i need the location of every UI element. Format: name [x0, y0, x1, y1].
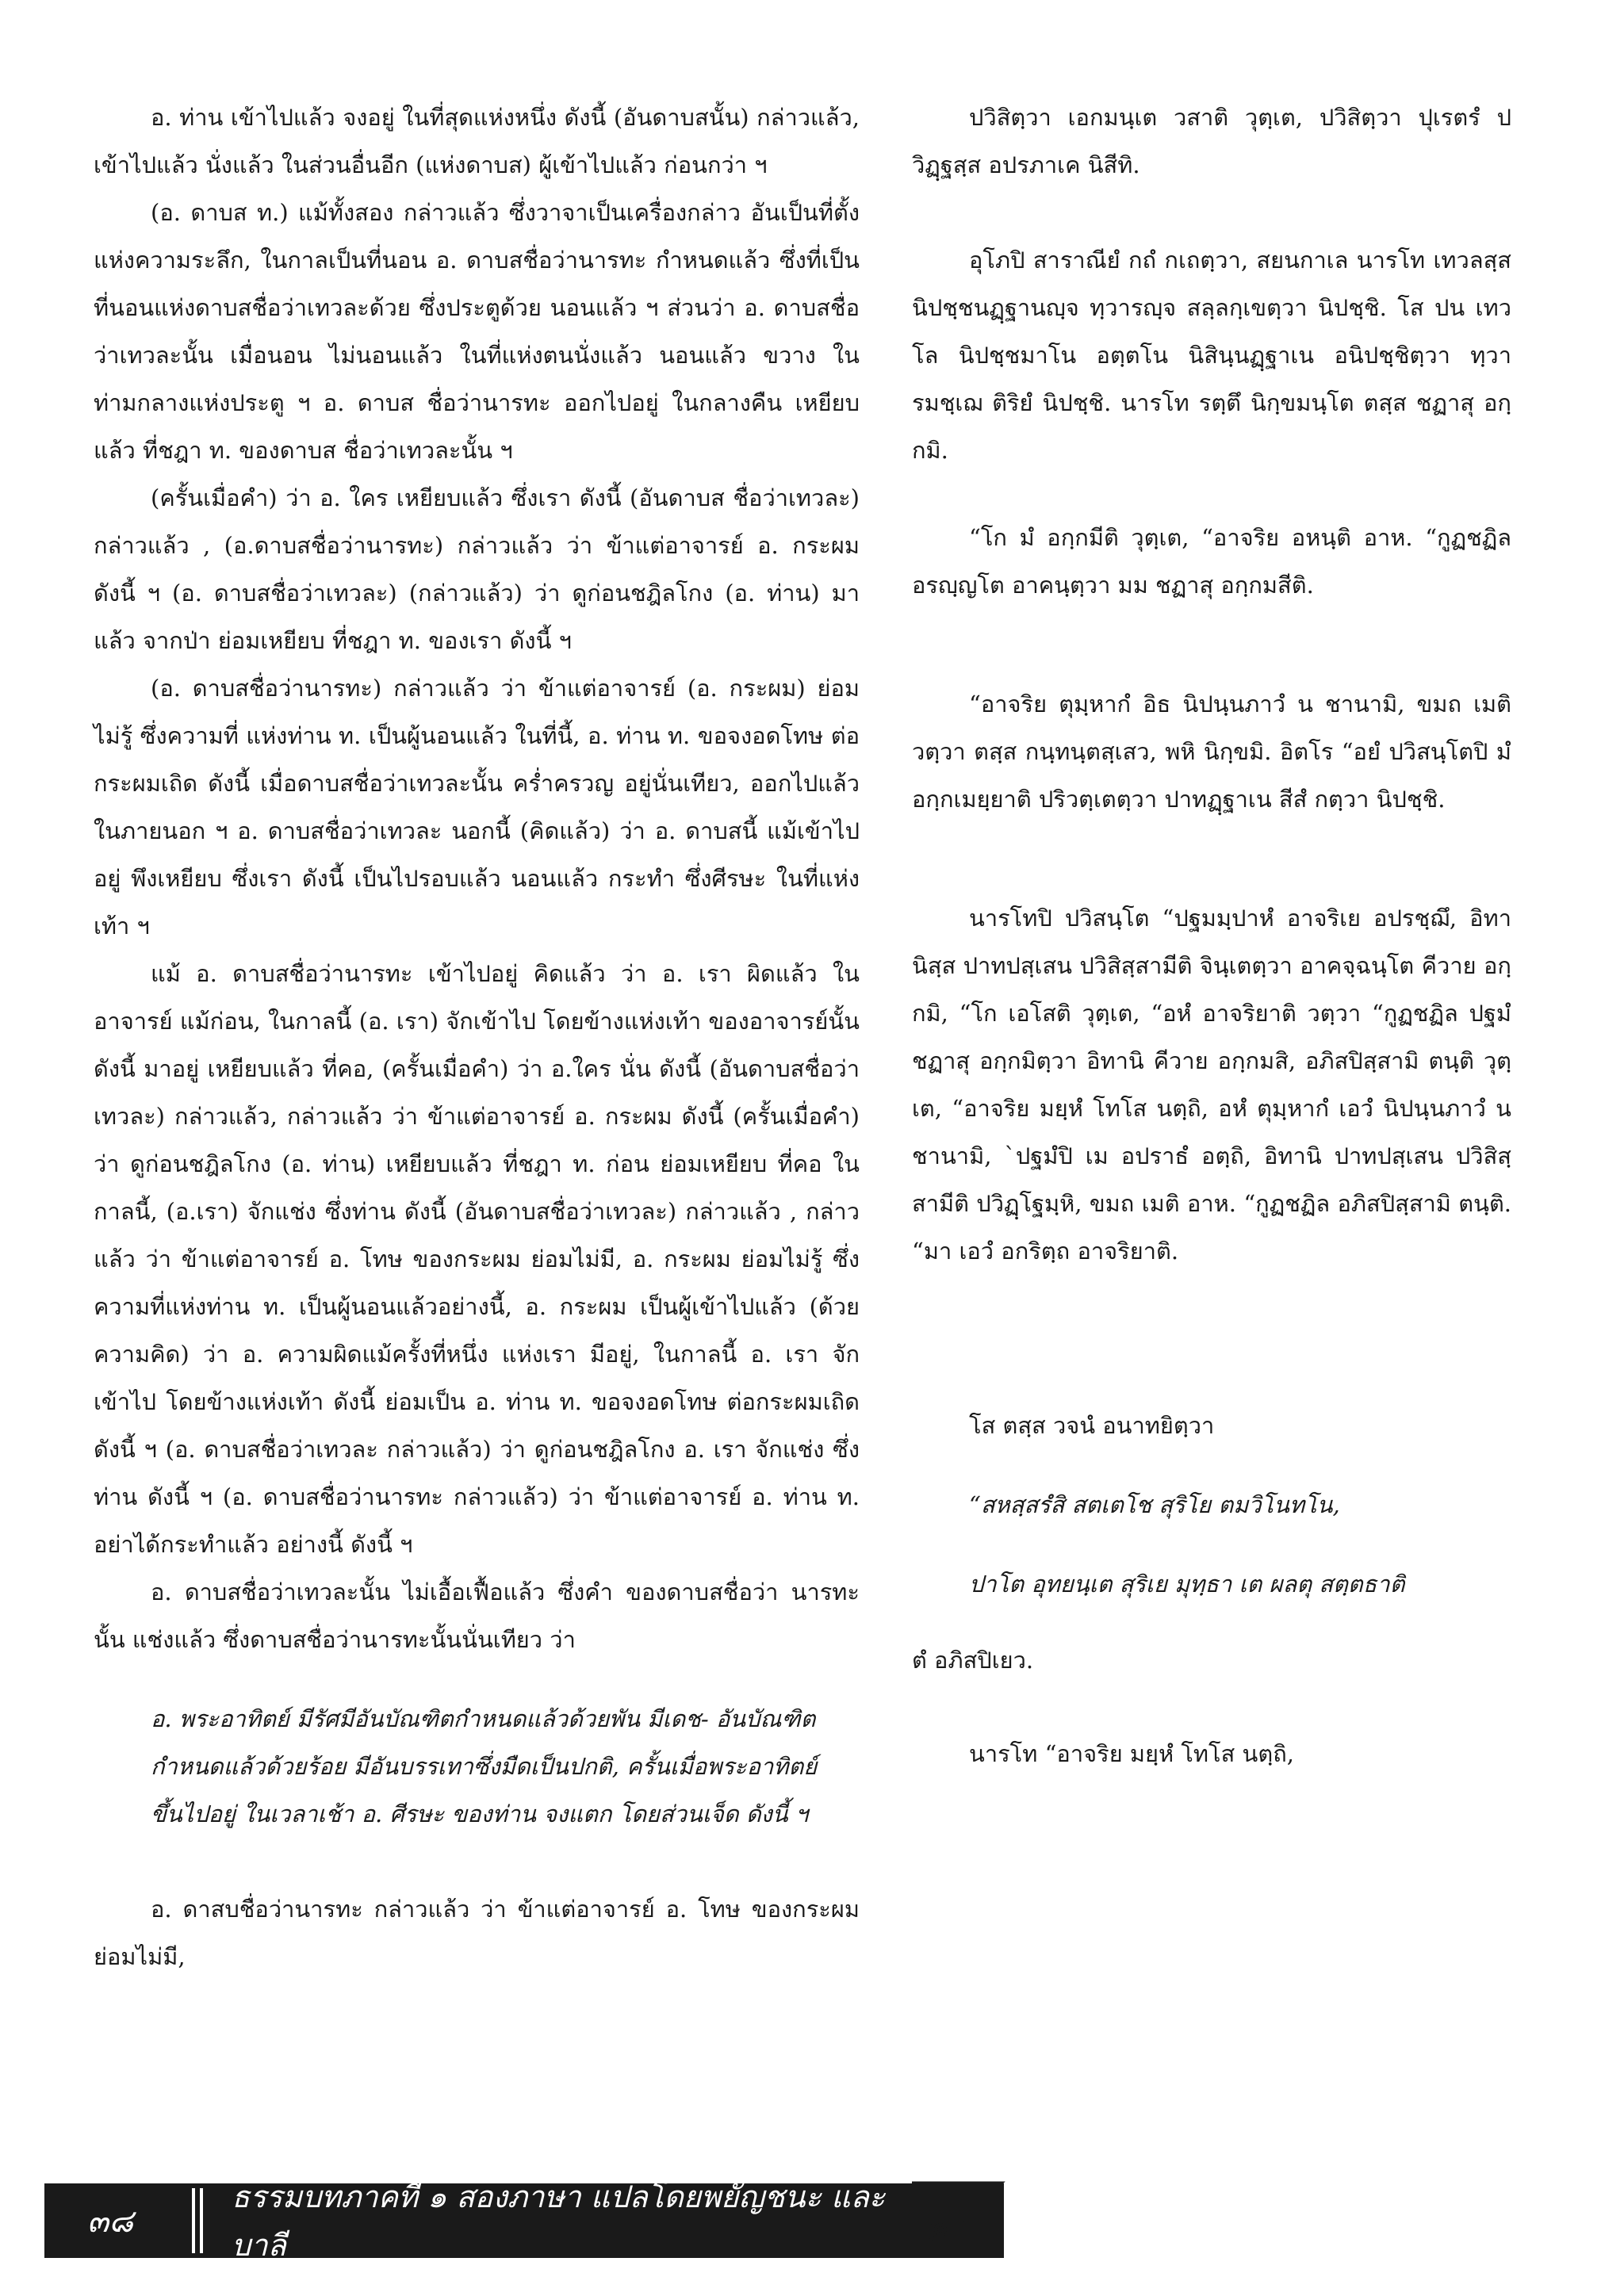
pali-paragraph: นารโทปิ ปวิสนฺโต “ปฐมมฺปาหํ อาจริเย อปรชฺฌึ, อิทานิสฺส ปาทปสฺเสน ปวิสิสฺสามีติ จินฺเตตฺวา อาคจฺฉนฺโต คีวาย อกฺกมิ, “โก เอโสติ วุตฺเต, “อหํ อาจริยาติ วตฺวา “กูฏชฏิล ปฐมํ ชฏาสุ อกฺกมิตฺวา อิทานิ คีวาย อกฺกมสิ, อภิสปิสฺสามิ ตนฺติ วุตฺเต, “อาจริย มยฺหํ โทโส นตฺถิ, อหํ ตุมฺหากํ เอวํ นิปนฺนภาวํ น ชานามิ, `ปฐมํปิ เม อปราธํ อตฺถิ, อิทานิ ปาทปสฺเสน ปวิสิสฺสามีติ ปวิฏฺโฐมฺหิ, ขมถ เมติ อาห. “กูฏชฏิล อภิสปิสฺสามิ ตนฺติ. “มา เอวํ อกริตฺถ อาจริยาติ. — [912, 905, 1511, 1265]
pali-paragraph: “โก มํ อกฺกมีติ วุตฺเต, “อาจริย อหนฺติ อาห. “กูฏชฏิล อรญฺญโต อาคนฺตฺวา มม ชฏาสุ อกฺกมสีติ. — [912, 524, 1511, 599]
thai-flourish-ornament-icon — [912, 2172, 1023, 2267]
pali-paragraph-last: นารโท “อาจริย มยฺหํ โทโส นตฺถิ, — [969, 1740, 1294, 1767]
thai-paragraph: (ครั้นเมื่อคำ) ว่า อ. ใคร เหยียบแล้ว ซึ่งเรา ดังนี้ (อันดาบส ชื่อว่าเทวละ) กล่าวแล้ว , (อ.ดาบสชื่อว่านารทะ) กล่าวแล้ว ว่า ข้าแต่อาจารย์ อ. กระผม ดังนี้ ฯ (อ. ดาบสชื่อว่าเทวละ) (กล่าวแล้ว) ว่า ดูก่อนชฎิลโกง (อ. ท่าน) มาแล้ว จากป่า ย่อมเหยียบ ที่ชฎา ท. ของเรา ดังนี้ ฯ — [94, 484, 860, 654]
pali-verse-line: ปาโต อุทยนฺเต สุริเย มุทฺธา เต ผลตุ สตฺตธาติ — [969, 1571, 1405, 1598]
thai-verse-translation: อ. พระอาทิตย์ มีรัศมีอันบัณฑิตกำหนดแล้วด้วยพัน มีเดช- อันบัณฑิตกำหนดแล้วด้วยร้อย มีอันบรรเทาซึ่งมืดเป็นปกติ, ครั้นเมื่อพระอาทิตย์ ขึ้นไปอยู่ ในเวลาเช้า อ. ศีรษะ ของท่าน จงแตก โดยส่วนเจ็ด ดังนี้ ฯ — [151, 1705, 818, 1827]
thai-paragraph-last: อ. ดาสบชื่อว่านารทะ กล่าวแล้ว ว่า ข้าแต่อาจารย์ อ. โทษ ของกระผม ย่อมไม่มี, — [94, 1896, 860, 1970]
pali-paragraph: โส ตสฺส วจนํ อนาทยิตฺวา — [969, 1412, 1215, 1439]
pali-paragraph: อุโภปิ สาราณียํ กถํ กเถตฺวา, สยนกาเล นารโท เทวลสฺส นิปชฺชนฏฺฐานญฺจ ทฺวารญฺจ สลฺลกฺเขตฺวา นิปชฺชิ. โส ปน เทวโล นิปชฺชมาโน อตฺตโน นิสินฺนฏฺฐาเน อนิปชฺชิตฺวา ทฺวารมชฺเฌ ติริยํ นิปชฺชิ. นารโท รตฺตึ นิกฺขมนฺโต ตสฺส ชฏาสุ อกฺกมิ. — [912, 247, 1511, 464]
page-number: ๓๘ — [86, 2203, 134, 2240]
thai-paragraph: อ. ท่าน เข้าไปแล้ว จงอยู่ ในที่สุดแห่งหนึ่ง ดังนี้ (อันดาบสนั้น) กล่าวแล้ว, เข้าไปแล้ว นั่งแล้ว ในส่วนอื่นอีก (แห่งดาบส) ผู้เข้าไปแล้ว ก่อนกว่า ฯ — [94, 104, 860, 178]
footer-divider — [187, 2183, 211, 2258]
left-column-thai-translation — [94, 94, 860, 1980]
footer-book-title: ธรรมบทภาคที่ ๑ สองภาษา แปลโดยพยัญชนะ และ บาลี — [232, 2179, 886, 2263]
pali-after-verse: ตํ อภิสปิเยว. — [912, 1647, 1034, 1674]
thai-paragraph: อ. ดาบสชื่อว่าเทวละนั้น ไม่เอื้อเฟื้อแล้ว ซึ่งคำ ของดาบสชื่อว่า นารทะนั้น แช่งแล้ว ซึ่งดาบสชื่อว่านารทะนั้นนั่นเทียว ว่า — [94, 1578, 860, 1653]
thai-paragraph: (อ. ดาบสชื่อว่านารทะ) กล่าวแล้ว ว่า ข้าแต่อาจารย์ (อ. กระผม) ย่อมไม่รู้ ซึ่งความที่ แห่งท่าน ท. เป็นผู้นอนแล้ว ในที่นี้, อ. ท่าน ท. ขอจงอดโทษ ต่อกระผมเถิด ดังนี้ เมื่อดาบสชื่อว่าเทวละนั้น คร่ำครวญ อยู่นั่นเทียว, ออกไปแล้ว ในภายนอก ฯ อ. ดาบสชื่อว่าเทวละ นอกนี้ (คิดแล้ว) ว่า อ. ดาบสนี้ แม้เข้าไปอยู่ พึงเหยียบ ซึ่งเรา ดังนี้ เป็นไปรอบแล้ว นอนแล้ว กระทำ ซึ่งศีรษะ ในที่แห่งเท้า ฯ — [94, 675, 860, 939]
page-footer — [44, 2179, 1004, 2263]
right-column-pali-text — [912, 94, 1511, 1777]
pali-paragraph: ปวิสิตฺวา เอกมนฺเต วสาติ วุตฺเต, ปวิสิตฺวา ปุเรตรํ ปวิฏฺฐสฺส อปรภาเค นิสีทิ. — [912, 104, 1511, 178]
thai-paragraph: (อ. ดาบส ท.) แม้ทั้งสอง กล่าวแล้ว ซึ่งวาจาเป็นเครื่องกล่าว อันเป็นที่ตั้งแห่งความระลึก, ในกาลเป็นที่นอน อ. ดาบสชื่อว่านารทะ กำหนดแล้ว ซึ่งที่เป็นที่นอนแห่งดาบสชื่อว่าเทวละด้วย ซึ่งประตูด้วย นอนแล้ว ฯ ส่วนว่า อ. ดาบสชื่อว่าเทวละนั้น เมื่อนอน ไม่นอนแล้ว ในที่แห่งตนนั่งแล้ว นอนแล้ว ขวาง ในท่ามกลางแห่งประตู ฯ อ. ดาบส ชื่อว่านารทะ ออกไปอยู่ ในกลางคืน เหยียบแล้ว ที่ชฎา ท. ของดาบส ชื่อว่าเทวละนั้น ฯ — [94, 199, 860, 464]
thai-paragraph: แม้ อ. ดาบสชื่อว่านารทะ เข้าไปอยู่ คิดแล้ว ว่า อ. เรา ผิดแล้ว ในอาจารย์ แม้ก่อน, ในกาลนี้ (อ. เรา) จักเข้าไป โดยข้างแห่งเท้า ของอาจารย์นั้น ดังนี้ มาอยู่ เหยียบแล้ว ที่คอ, (ครั้นเมื่อคำ) ว่า อ.ใคร นั่น ดังนี้ (อันดาบสชื่อว่าเทวละ) กล่าวแล้ว, กล่าวแล้ว ว่า ข้าแต่อาจารย์ อ. กระผม ดังนี้ (ครั้นเมื่อคำ) ว่า ดูก่อนชฎิลโกง (อ. ท่าน) เหยียบแล้ว ที่ชฎา ท. ก่อน ย่อมเหยียบ ที่คอ ในกาลนี้, (อ.เรา) จักแช่ง ซึ่งท่าน ดังนี้ (อันดาบสชื่อว่าเทวละ) กล่าวแล้ว , กล่าวแล้ว ว่า ข้าแต่อาจารย์ อ. โทษ ของกระผม ย่อมไม่มี, อ. กระผม ย่อมไม่รู้ ซึ่งความที่แห่งท่าน ท. เป็นผู้นอนแล้วอย่างนี้, อ. กระผม เป็นผู้เข้าไปแล้ว (ด้วยความคิด) ว่า อ. ความผิดแม้ครั้งที่หนึ่ง แห่งเรา มีอยู่, ในกาลนี้ อ. เรา จักเข้าไป โดยข้างแห่งเท้า ดังนี้ ย่อมเป็น อ. ท่าน ท. ขอจงอดโทษ ต่อกระผมเถิด ดังนี้ ฯ (อ. ดาบสชื่อว่าเทวละ กล่าวแล้ว) ว่า ดูก่อนชฎิลโกง อ. เรา จักแช่ง ซึ่งท่าน ดังนี้ ฯ (อ. ดาบสชื่อว่านารทะ กล่าวแล้ว) ว่า ข้าแต่อาจารย์ อ. ท่าน ท. อย่าได้กระทำแล้ว อย่างนี้ ดังนี้ ฯ — [94, 960, 860, 1558]
pali-verse-line: “สหสฺสรํสิ สตเตโช สุริโย ตมวิโนทโน, — [969, 1491, 1340, 1518]
pali-paragraph: “อาจริย ตุมฺหากํ อิธ นิปนฺนภาวํ น ชานามิ, ขมถ เมติ วตฺวา ตสฺส กนฺทนฺตสฺเสว, พหิ นิกฺขมิ. อิตโร “อยํ ปวิสนฺโตปิ มํ อกฺกเมยฺยาติ ปริวตฺเตตฺวา ปาทฏฺฐาเน สีสํ กตฺวา นิปชฺชิ. — [912, 691, 1511, 813]
